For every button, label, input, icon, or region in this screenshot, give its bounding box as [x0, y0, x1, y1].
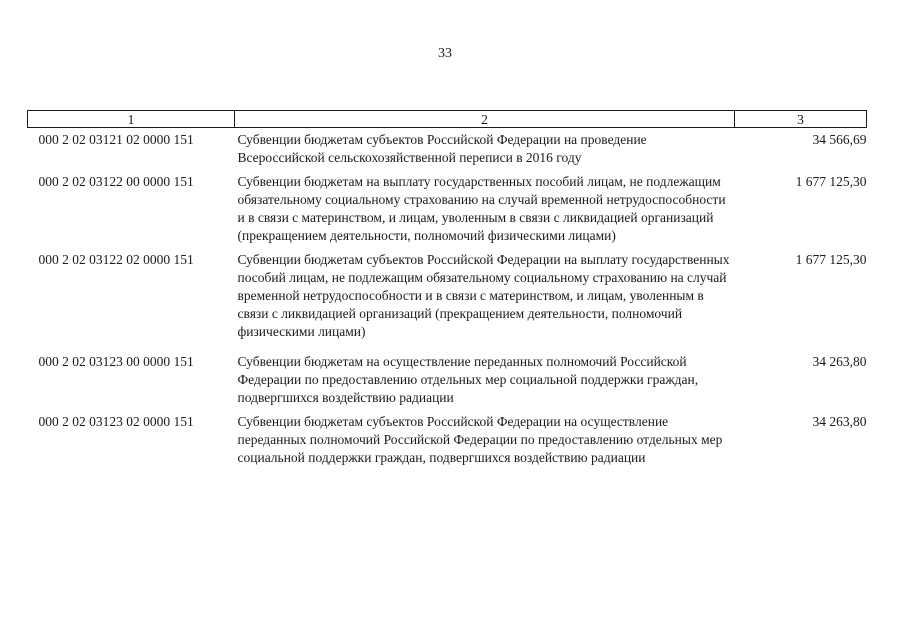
row-description: Субвенции бюджетам субъектов Российской Федерации на осуществление переданных полномочий Российской Федерации по предоставлению отдельных мер социальной поддержки граждан, подвергшихся воздействию радиации — [237, 414, 723, 465]
page-number: 33 — [438, 46, 452, 61]
row-description: Субвенции бюджетам субъектов Российской Федерации на проведение Всероссийской сельскохозяйственной переписи в 2016 году — [237, 132, 647, 165]
row-code: 000 2 02 03123 00 0000 151 — [38, 354, 194, 369]
table-row — [28, 170, 867, 248]
row-description: Субвенции бюджетам на выплату государственных пособий лицам, не подлежащим обязательному социальному страхованию на случай временной нетрудоспособности и в связи с материнством, и лицам, уволенным в связи с ликвидацией организаций (прекращением деятельности, полномочий физическими лицами) — [237, 174, 726, 243]
column-header-code: 1 — [28, 111, 235, 128]
budget-table — [27, 110, 867, 470]
row-description: Субвенции бюджетам субъектов Российской Федерации на выплату государственных пособий лицам, не подлежащим обязательному социальному страхованию на случай временной нетрудоспособности и в связи с материнством, и лицам, уволенным в связи с ликвидацией организаций (прекращением деятельности, полномочий физическими лицами) — [237, 252, 730, 339]
row-amount: 34 263,80 — [812, 354, 867, 369]
row-amount: 34 263,80 — [812, 414, 867, 429]
row-amount: 34 566,69 — [812, 132, 867, 147]
row-code: 000 2 02 03122 00 0000 151 — [38, 174, 194, 189]
row-amount: 1 677 125,30 — [795, 252, 867, 267]
table-row — [28, 410, 867, 470]
column-header-description: 2 — [235, 111, 735, 128]
table-row — [28, 248, 867, 350]
row-amount: 1 677 125,30 — [795, 174, 867, 189]
row-code: 000 2 02 03122 02 0000 151 — [38, 252, 194, 267]
row-code: 000 2 02 03123 02 0000 151 — [38, 414, 194, 429]
table-row — [28, 350, 867, 410]
row-code: 000 2 02 03121 02 0000 151 — [38, 132, 194, 147]
row-description: Субвенции бюджетам на осуществление переданных полномочий Российской Федерации по предоставлению отдельных мер социальной поддержки граждан, подвергшихся воздействию радиации — [237, 354, 699, 405]
table-row — [28, 128, 867, 171]
column-header-amount: 3 — [735, 111, 867, 128]
table-header-row — [28, 111, 867, 128]
